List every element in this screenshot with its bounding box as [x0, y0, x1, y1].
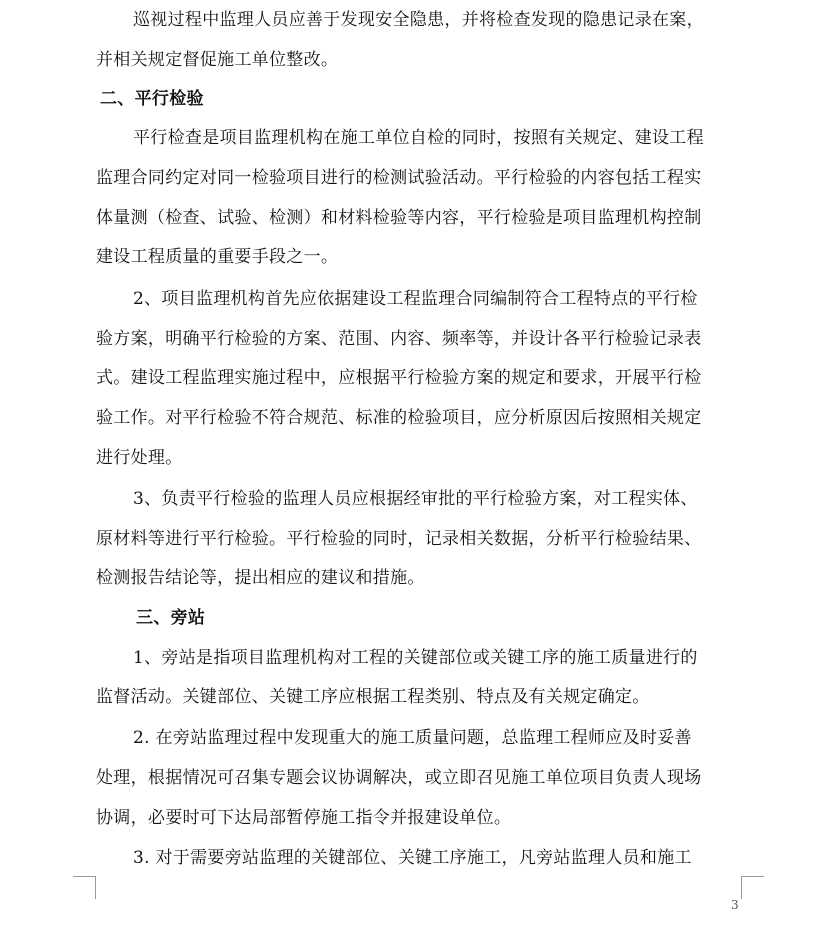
paragraph-line: 2. 在旁站监理过程中发现重大的施工质量问题，总监理工程师应及时妥善 [133, 728, 692, 748]
paragraph-line: 3. 对于需要旁站监理的关键部位、关键工序施工，凡旁站监理人员和施工 [133, 848, 692, 868]
paragraph-line: 并相关规定督促施工单位整改。 [96, 50, 339, 70]
paragraph-line: 体量测（检查、试验、检测）和材料检验等内容，平行检验是项目监理机构控制 [96, 208, 702, 228]
margin-corner-mark-right [741, 876, 764, 899]
paragraph-line: 验方案，明确平行检验的方案、范围、内容、频率等，并设计各平行检验记录表 [96, 329, 702, 349]
paragraph-line: 监督活动。关键部位、关键工序应根据工程类别、特点及有关规定确定。 [96, 687, 650, 707]
paragraph-line: 建设工程质量的重要手段之一。 [96, 247, 339, 267]
paragraph-line: 协调，必要时可下达局部暂停施工指令并报建设单位。 [96, 808, 512, 828]
paragraph-line: 3、负责平行检验的监理人员应根据经审批的平行检验方案，对工程实体、 [133, 489, 698, 509]
paragraph-line: 检测报告结论等，提出相应的建议和措施。 [96, 568, 425, 588]
paragraph-line: 2、项目监理机构首先应依据建设工程监理合同编制符合工程特点的平行检 [133, 289, 698, 309]
section-heading: 三、旁站 [136, 608, 206, 628]
paragraph-line: 监理合同约定对同一检验项目进行的检测试验活动。平行检验的内容包括工程实 [96, 168, 702, 188]
paragraph-line: 1、旁站是指项目监理机构对工程的关键部位或关键工序的施工质量进行的 [133, 648, 698, 668]
paragraph-line: 处理，根据情况可召集专题会议协调解决，或立即召见施工单位项目负责人现场 [96, 768, 702, 788]
margin-corner-mark-left [73, 876, 96, 899]
page-number: 3 [731, 898, 739, 912]
section-heading: 二、平行检验 [100, 89, 204, 109]
paragraph-line: 验工作。对平行检验不符合规范、标准的检验项目，应分析原因后按照相关规定 [96, 408, 702, 428]
paragraph-line: 巡视过程中监理人员应善于发现安全隐患，并将检查发现的隐患记录在案， [133, 10, 704, 30]
paragraph-line: 进行处理。 [96, 448, 183, 468]
paragraph-line: 式。建设工程监理实施过程中，应根据平行检验方案的规定和要求，开展平行检 [96, 368, 702, 388]
paragraph-line: 平行检查是项目监理机构在施工单位自检的同时，按照有关规定、建设工程 [133, 128, 704, 148]
paragraph-line: 原材料等进行平行检验。平行检验的同时，记录相关数据，分析平行检验结果、 [96, 529, 702, 549]
